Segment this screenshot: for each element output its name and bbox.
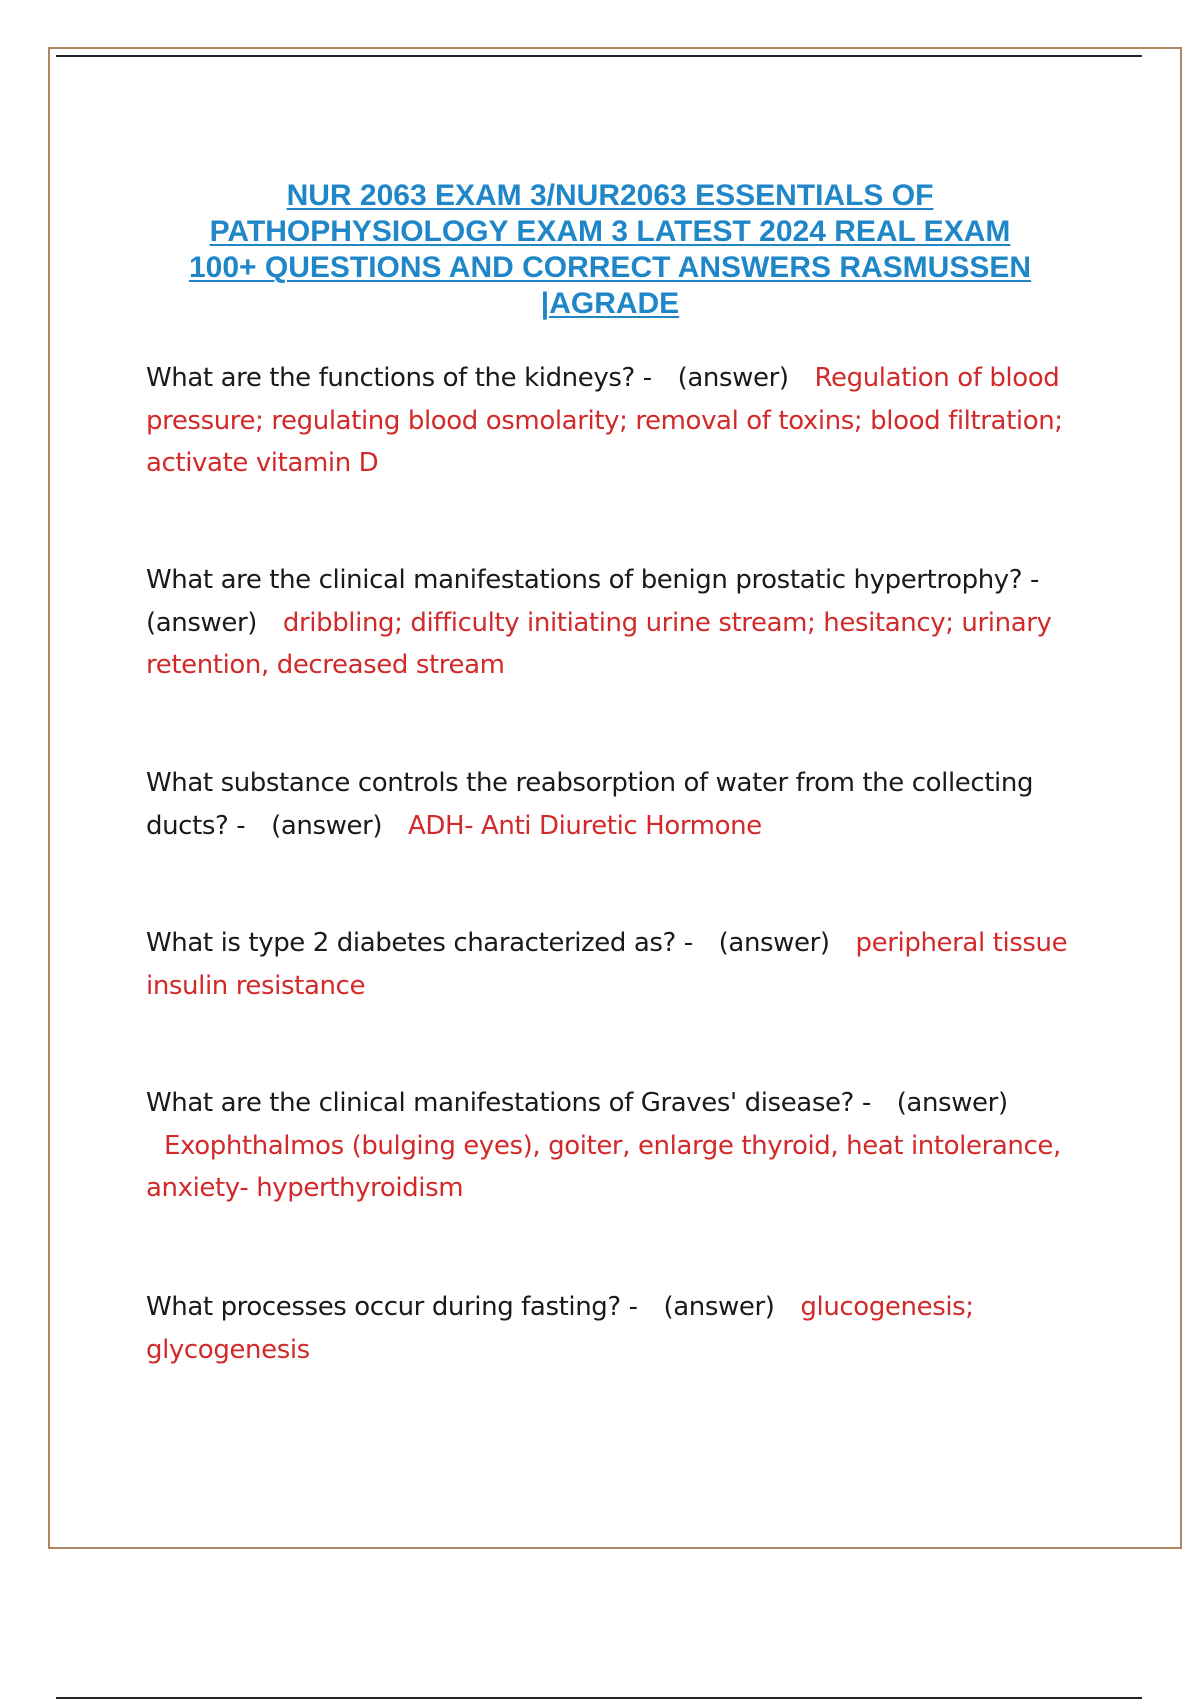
question-text: What are the clinical manifestations of Graves' disease? -: [146, 1088, 871, 1118]
qa-item-graves-disease: [146, 1082, 1086, 1210]
title-line-3: 100+ QUESTIONS AND CORRECT ANSWERS RASMUSSEN: [188, 251, 1032, 284]
title-line-4: |AGRADE: [540, 287, 680, 320]
answer-marker: (answer): [718, 928, 830, 958]
answer-text: ADH- Anti Diuretic Hormone: [408, 810, 762, 841]
question-text: What processes occur during fasting? -: [146, 1292, 638, 1322]
qa-item-kidneys: [146, 357, 1086, 485]
document-title: [150, 178, 1070, 322]
answer-marker: (answer): [271, 810, 383, 841]
question-text: What are the clinical manifestations of benign prostatic hypertrophy? -: [146, 565, 1040, 595]
answer-marker: (answer): [663, 1292, 775, 1322]
answer-text: dribbling; difficulty initiating urine stream; hesitancy; urinary retention, decreased stream: [146, 607, 1052, 680]
answer-text: Exophthalmos (bulging eyes), goiter, enlarge thyroid, heat intolerance, anxiety- hyperthyroidism: [146, 1130, 1061, 1203]
answer-text: peripheral tissue insulin resistance: [146, 928, 1068, 1001]
bottom-rule: [56, 1697, 1142, 1699]
answer-marker: (answer): [677, 363, 789, 393]
qa-item-fasting: [146, 1286, 1086, 1371]
title-line-1: NUR 2063 EXAM 3/NUR2063 ESSENTIALS OF: [286, 179, 934, 212]
answer-marker: (answer): [896, 1088, 1008, 1118]
qa-item-prostatic-hypertrophy: [146, 559, 1086, 687]
top-rule: [56, 55, 1142, 57]
answer-marker: (answer): [146, 607, 257, 638]
question-text: What is type 2 diabetes characterized as? -: [146, 928, 693, 958]
title-line-2: PATHOPHYSIOLOGY EXAM 3 LATEST 2024 REAL EXAM: [209, 215, 1011, 248]
question-text: What substance controls the reabsorption of water from the collecting ducts? -: [146, 768, 1034, 841]
answer-text: glucogenesis; glycogenesis: [146, 1292, 974, 1365]
qa-item-type2-diabetes: [146, 922, 1086, 1007]
question-text: What are the functions of the kidneys? -: [146, 363, 652, 393]
qa-item-collecting-ducts: [146, 762, 1086, 847]
answer-text: Regulation of blood pressure; regulating blood osmolarity; removal of toxins; blood filtration; activate vitamin D: [146, 363, 1063, 478]
